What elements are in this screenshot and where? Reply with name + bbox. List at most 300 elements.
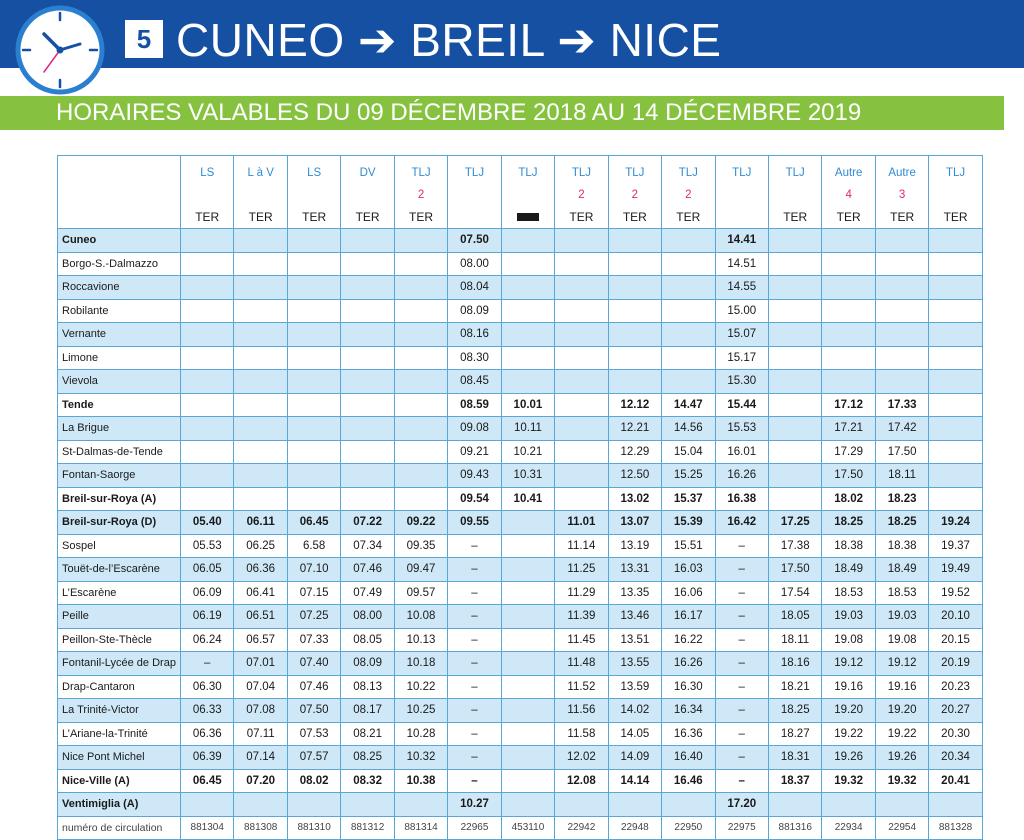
time-cell: 09.35 xyxy=(394,534,447,558)
stop-name: Fontan-Saorge xyxy=(58,464,181,488)
time-cell: 11.52 xyxy=(555,675,608,699)
time-cell: 16.38 xyxy=(715,487,768,511)
time-cell: 15.17 xyxy=(715,346,768,370)
stop-row xyxy=(58,581,983,605)
stop-name: Tende xyxy=(58,393,181,417)
time-cell: 17.50 xyxy=(822,464,875,488)
time-cell: 15.00 xyxy=(715,299,768,323)
time-cell xyxy=(875,229,928,253)
time-cell xyxy=(234,229,287,253)
time-cell: 10.13 xyxy=(394,628,447,652)
time-cell xyxy=(181,323,234,347)
time-cell: 20.27 xyxy=(929,699,982,723)
time-cell: 07.01 xyxy=(234,652,287,676)
stop-name: La Trinité-Victor xyxy=(58,699,181,723)
time-cell: 08.45 xyxy=(448,370,501,394)
time-cell xyxy=(234,487,287,511)
time-cell xyxy=(234,393,287,417)
time-cell xyxy=(768,440,821,464)
time-cell: – xyxy=(448,722,501,746)
time-cell xyxy=(822,370,875,394)
column-mode: TER xyxy=(355,210,380,224)
column-header xyxy=(394,156,447,229)
time-cell: 17.12 xyxy=(822,393,875,417)
column-header xyxy=(822,156,875,229)
column-days: TLJ xyxy=(625,167,645,179)
time-cell xyxy=(181,440,234,464)
stop-name: L’Escarène xyxy=(58,581,181,605)
time-cell: 07.49 xyxy=(341,581,394,605)
time-cell: 07.25 xyxy=(287,605,340,629)
time-cell: 19.22 xyxy=(822,722,875,746)
time-cell xyxy=(234,346,287,370)
circulation-number: 881328 xyxy=(929,816,982,840)
column-days: L à V xyxy=(247,167,274,179)
stop-name: Peille xyxy=(58,605,181,629)
column-mode: TER xyxy=(943,210,968,224)
time-cell: 08.02 xyxy=(287,769,340,793)
timetable xyxy=(57,155,983,840)
time-cell: 18.53 xyxy=(875,581,928,605)
time-cell xyxy=(341,229,394,253)
time-cell: 07.04 xyxy=(234,675,287,699)
time-cell xyxy=(394,229,447,253)
time-cell: 06.41 xyxy=(234,581,287,605)
column-header xyxy=(929,156,982,229)
circulation-number: 22975 xyxy=(715,816,768,840)
time-cell xyxy=(608,276,661,300)
time-cell: 07.50 xyxy=(287,699,340,723)
time-cell: 07.33 xyxy=(287,628,340,652)
time-cell: 18.05 xyxy=(768,605,821,629)
time-cell xyxy=(608,323,661,347)
time-cell: 11.56 xyxy=(555,699,608,723)
column-note: 4 xyxy=(845,189,852,201)
time-cell: 16.42 xyxy=(715,511,768,535)
stop-name: Vernante xyxy=(58,323,181,347)
time-cell: 12.21 xyxy=(608,417,661,441)
time-cell xyxy=(394,793,447,817)
time-cell: 13.35 xyxy=(608,581,661,605)
time-cell: 10.25 xyxy=(394,699,447,723)
time-cell: 06.45 xyxy=(181,769,234,793)
time-cell: 16.26 xyxy=(662,652,715,676)
time-cell xyxy=(181,464,234,488)
time-cell: 08.59 xyxy=(448,393,501,417)
time-cell xyxy=(662,346,715,370)
column-header xyxy=(662,156,715,229)
stop-row xyxy=(58,487,983,511)
time-cell xyxy=(555,229,608,253)
time-cell: 18.21 xyxy=(768,675,821,699)
time-cell xyxy=(501,252,554,276)
stop-name: Vievola xyxy=(58,370,181,394)
time-cell xyxy=(234,252,287,276)
line-number-badge: 5 xyxy=(125,20,163,58)
time-cell xyxy=(287,229,340,253)
time-cell xyxy=(501,581,554,605)
time-cell xyxy=(234,299,287,323)
time-cell: 10.38 xyxy=(394,769,447,793)
time-cell: 06.45 xyxy=(287,511,340,535)
time-cell: 18.31 xyxy=(768,746,821,770)
time-cell xyxy=(555,417,608,441)
time-cell: 15.37 xyxy=(662,487,715,511)
time-cell xyxy=(234,276,287,300)
time-cell: 15.07 xyxy=(715,323,768,347)
time-cell xyxy=(822,229,875,253)
time-cell: 10.27 xyxy=(448,793,501,817)
time-cell: 08.32 xyxy=(341,769,394,793)
time-cell: 16.22 xyxy=(662,628,715,652)
time-cell xyxy=(341,370,394,394)
time-cell xyxy=(822,346,875,370)
stop-name: La Brigue xyxy=(58,417,181,441)
time-cell xyxy=(501,299,554,323)
time-cell xyxy=(234,793,287,817)
time-cell: 06.05 xyxy=(181,558,234,582)
time-cell xyxy=(768,370,821,394)
time-cell: 11.29 xyxy=(555,581,608,605)
time-cell: 6.58 xyxy=(287,534,340,558)
time-cell: 19.22 xyxy=(875,722,928,746)
column-note: 2 xyxy=(685,189,692,201)
time-cell: 20.15 xyxy=(929,628,982,652)
time-cell: 20.30 xyxy=(929,722,982,746)
time-cell: 16.34 xyxy=(662,699,715,723)
stop-row xyxy=(58,605,983,629)
time-cell xyxy=(181,276,234,300)
column-mode: TER xyxy=(890,210,915,224)
time-cell: 19.03 xyxy=(875,605,928,629)
stop-row xyxy=(58,276,983,300)
time-cell xyxy=(768,464,821,488)
time-cell: 14.14 xyxy=(608,769,661,793)
time-cell xyxy=(768,276,821,300)
time-cell: 14.55 xyxy=(715,276,768,300)
circulation-number: 881314 xyxy=(394,816,447,840)
time-cell xyxy=(341,793,394,817)
stop-name: Robilante xyxy=(58,299,181,323)
column-note: 2 xyxy=(417,189,425,201)
clock-icon xyxy=(14,4,106,96)
time-cell xyxy=(287,323,340,347)
stop-row xyxy=(58,393,983,417)
time-cell: – xyxy=(448,746,501,770)
column-note: 2 xyxy=(631,189,639,201)
time-cell xyxy=(608,346,661,370)
time-cell xyxy=(608,370,661,394)
column-mode: TER xyxy=(622,210,647,224)
time-cell xyxy=(287,252,340,276)
stop-name: St-Dalmas-de-Tende xyxy=(58,440,181,464)
time-cell: 09.57 xyxy=(394,581,447,605)
time-cell: 17.50 xyxy=(768,558,821,582)
stop-row xyxy=(58,323,983,347)
stop-row xyxy=(58,699,983,723)
circulation-label: numéro de circulation xyxy=(58,816,181,840)
time-cell xyxy=(875,299,928,323)
column-mode: TER xyxy=(783,210,808,224)
time-cell: 18.25 xyxy=(875,511,928,535)
time-cell: 17.21 xyxy=(822,417,875,441)
time-cell: 15.25 xyxy=(662,464,715,488)
time-cell: 10.31 xyxy=(501,464,554,488)
time-cell: – xyxy=(448,699,501,723)
column-note xyxy=(288,184,340,206)
stop-row xyxy=(58,346,983,370)
time-cell: – xyxy=(448,769,501,793)
time-cell: – xyxy=(448,652,501,676)
circulation-number: 881316 xyxy=(768,816,821,840)
stop-name: Roccavione xyxy=(58,276,181,300)
time-cell xyxy=(287,393,340,417)
column-days: Autre xyxy=(834,167,863,179)
time-cell xyxy=(394,440,447,464)
time-cell: 08.21 xyxy=(341,722,394,746)
time-cell xyxy=(555,464,608,488)
stop-row xyxy=(58,628,983,652)
time-cell xyxy=(394,464,447,488)
stop-row xyxy=(58,417,983,441)
time-cell: – xyxy=(448,605,501,629)
time-cell: 07.40 xyxy=(287,652,340,676)
time-cell xyxy=(501,558,554,582)
time-cell xyxy=(234,370,287,394)
time-cell xyxy=(822,276,875,300)
column-days: Autre xyxy=(888,167,916,179)
column-note xyxy=(181,184,233,206)
circulation-number: 881310 xyxy=(287,816,340,840)
time-cell: 17.25 xyxy=(768,511,821,535)
time-cell xyxy=(662,229,715,253)
stop-name: Peillon-Ste-Thècle xyxy=(58,628,181,652)
time-cell: 19.32 xyxy=(822,769,875,793)
time-cell xyxy=(341,299,394,323)
column-note xyxy=(929,184,981,206)
time-cell: 19.08 xyxy=(822,628,875,652)
stop-row xyxy=(58,370,983,394)
time-cell xyxy=(929,417,982,441)
time-cell xyxy=(181,252,234,276)
stop-row xyxy=(58,793,983,817)
time-cell xyxy=(341,417,394,441)
column-days: TLJ xyxy=(945,167,966,179)
column-header xyxy=(181,156,234,229)
time-cell: – xyxy=(715,746,768,770)
time-cell xyxy=(181,370,234,394)
column-days: TLJ xyxy=(464,167,485,179)
time-cell xyxy=(662,252,715,276)
time-cell: 11.01 xyxy=(555,511,608,535)
time-cell xyxy=(768,487,821,511)
time-cell: 18.27 xyxy=(768,722,821,746)
time-cell: 09.22 xyxy=(394,511,447,535)
time-cell xyxy=(501,628,554,652)
time-cell xyxy=(768,229,821,253)
time-cell xyxy=(929,323,982,347)
stop-row xyxy=(58,440,983,464)
time-cell xyxy=(341,440,394,464)
time-cell: 16.01 xyxy=(715,440,768,464)
time-cell: 19.49 xyxy=(929,558,982,582)
column-header xyxy=(501,156,554,229)
time-cell: – xyxy=(448,675,501,699)
column-note xyxy=(448,184,500,206)
time-cell xyxy=(929,464,982,488)
time-cell xyxy=(929,793,982,817)
stop-row xyxy=(58,675,983,699)
column-days: TLJ xyxy=(678,167,698,179)
time-cell: 07.46 xyxy=(287,675,340,699)
time-cell: 11.45 xyxy=(555,628,608,652)
time-cell: 10.32 xyxy=(394,746,447,770)
time-cell xyxy=(608,252,661,276)
time-cell: 18.49 xyxy=(875,558,928,582)
time-cell xyxy=(501,605,554,629)
circulation-number: 22948 xyxy=(608,816,661,840)
time-cell: 09.08 xyxy=(448,417,501,441)
time-cell: 07.10 xyxy=(287,558,340,582)
time-cell xyxy=(875,346,928,370)
time-cell: 08.30 xyxy=(448,346,501,370)
time-cell: 14.05 xyxy=(608,722,661,746)
time-cell: 18.53 xyxy=(822,581,875,605)
time-cell: 15.39 xyxy=(662,511,715,535)
time-cell: – xyxy=(448,628,501,652)
time-cell xyxy=(341,487,394,511)
time-cell xyxy=(929,487,982,511)
time-cell: 20.19 xyxy=(929,652,982,676)
time-cell: 13.31 xyxy=(608,558,661,582)
circulation-number: 881308 xyxy=(234,816,287,840)
stop-name: Fontanil-Lycée de Drap xyxy=(58,652,181,676)
time-cell: 08.00 xyxy=(448,252,501,276)
time-cell xyxy=(875,370,928,394)
stop-name: L’Ariane-la-Trinité xyxy=(58,722,181,746)
corner-cell xyxy=(58,156,181,229)
bus-icon xyxy=(517,213,539,221)
time-cell xyxy=(875,252,928,276)
time-cell: 08.25 xyxy=(341,746,394,770)
validity-subtitle: HORAIRES VALABLES DU 09 DÉCEMBRE 2018 AU 14 DÉCEMBRE 2019 xyxy=(56,99,862,126)
circulation-number: 881312 xyxy=(341,816,394,840)
time-cell: 19.03 xyxy=(822,605,875,629)
time-cell: – xyxy=(448,581,501,605)
time-cell xyxy=(662,323,715,347)
time-cell: 12.08 xyxy=(555,769,608,793)
time-cell: 10.22 xyxy=(394,675,447,699)
stop-name: Ventimiglia (A) xyxy=(58,793,181,817)
time-cell: 09.47 xyxy=(394,558,447,582)
column-note xyxy=(716,184,768,206)
time-cell xyxy=(608,793,661,817)
column-note xyxy=(769,184,821,206)
circulation-row xyxy=(58,816,983,840)
time-cell: 11.39 xyxy=(555,605,608,629)
time-cell: 19.16 xyxy=(875,675,928,699)
stop-name: Sospel xyxy=(58,534,181,558)
stop-name: Nice-Ville (A) xyxy=(58,769,181,793)
time-cell: 10.01 xyxy=(501,393,554,417)
stop-row xyxy=(58,534,983,558)
time-cell: 19.12 xyxy=(875,652,928,676)
column-header xyxy=(608,156,661,229)
time-cell: 08.00 xyxy=(341,605,394,629)
time-cell: 09.54 xyxy=(448,487,501,511)
time-cell: 17.38 xyxy=(768,534,821,558)
time-cell xyxy=(929,370,982,394)
time-cell: 14.02 xyxy=(608,699,661,723)
time-cell xyxy=(822,793,875,817)
stop-row xyxy=(58,229,983,253)
stop-row xyxy=(58,558,983,582)
time-cell xyxy=(555,252,608,276)
time-cell xyxy=(768,252,821,276)
time-cell: 19.12 xyxy=(822,652,875,676)
time-cell: 17.54 xyxy=(768,581,821,605)
time-cell xyxy=(341,346,394,370)
time-cell xyxy=(555,346,608,370)
circulation-number: 22950 xyxy=(662,816,715,840)
column-header xyxy=(234,156,287,229)
time-cell: 19.52 xyxy=(929,581,982,605)
time-cell xyxy=(287,440,340,464)
time-cell xyxy=(181,299,234,323)
time-cell: 12.29 xyxy=(608,440,661,464)
time-cell: 18.02 xyxy=(822,487,875,511)
route-title: CUNEO ➔ BREIL ➔ NICE xyxy=(176,14,722,66)
time-cell: 16.30 xyxy=(662,675,715,699)
time-cell xyxy=(875,793,928,817)
time-cell: 07.14 xyxy=(234,746,287,770)
time-cell xyxy=(662,276,715,300)
time-cell: 07.34 xyxy=(341,534,394,558)
column-mode: TER xyxy=(302,210,327,224)
time-cell: 07.22 xyxy=(341,511,394,535)
time-cell xyxy=(341,323,394,347)
time-cell: 13.59 xyxy=(608,675,661,699)
column-mode: TER xyxy=(409,210,434,224)
time-cell: 13.19 xyxy=(608,534,661,558)
time-cell: 16.36 xyxy=(662,722,715,746)
time-cell: 15.04 xyxy=(662,440,715,464)
time-cell xyxy=(929,252,982,276)
column-header xyxy=(555,156,608,229)
time-cell: 10.41 xyxy=(501,487,554,511)
time-cell: 16.40 xyxy=(662,746,715,770)
time-cell: – xyxy=(181,652,234,676)
stop-name: Touët-de-l’Escarène xyxy=(58,558,181,582)
time-cell: 06.11 xyxy=(234,511,287,535)
time-cell: 07.53 xyxy=(287,722,340,746)
column-header-row xyxy=(58,156,983,229)
time-cell xyxy=(501,769,554,793)
time-cell xyxy=(768,323,821,347)
time-cell: 12.50 xyxy=(608,464,661,488)
column-days: TLJ xyxy=(518,167,538,179)
time-cell: 18.38 xyxy=(822,534,875,558)
stop-name: Cuneo xyxy=(58,229,181,253)
time-cell xyxy=(501,370,554,394)
circulation-number: 881304 xyxy=(181,816,234,840)
time-cell xyxy=(181,487,234,511)
time-cell xyxy=(181,417,234,441)
time-cell xyxy=(341,393,394,417)
time-cell: 08.05 xyxy=(341,628,394,652)
time-cell xyxy=(501,675,554,699)
time-cell: 13.07 xyxy=(608,511,661,535)
